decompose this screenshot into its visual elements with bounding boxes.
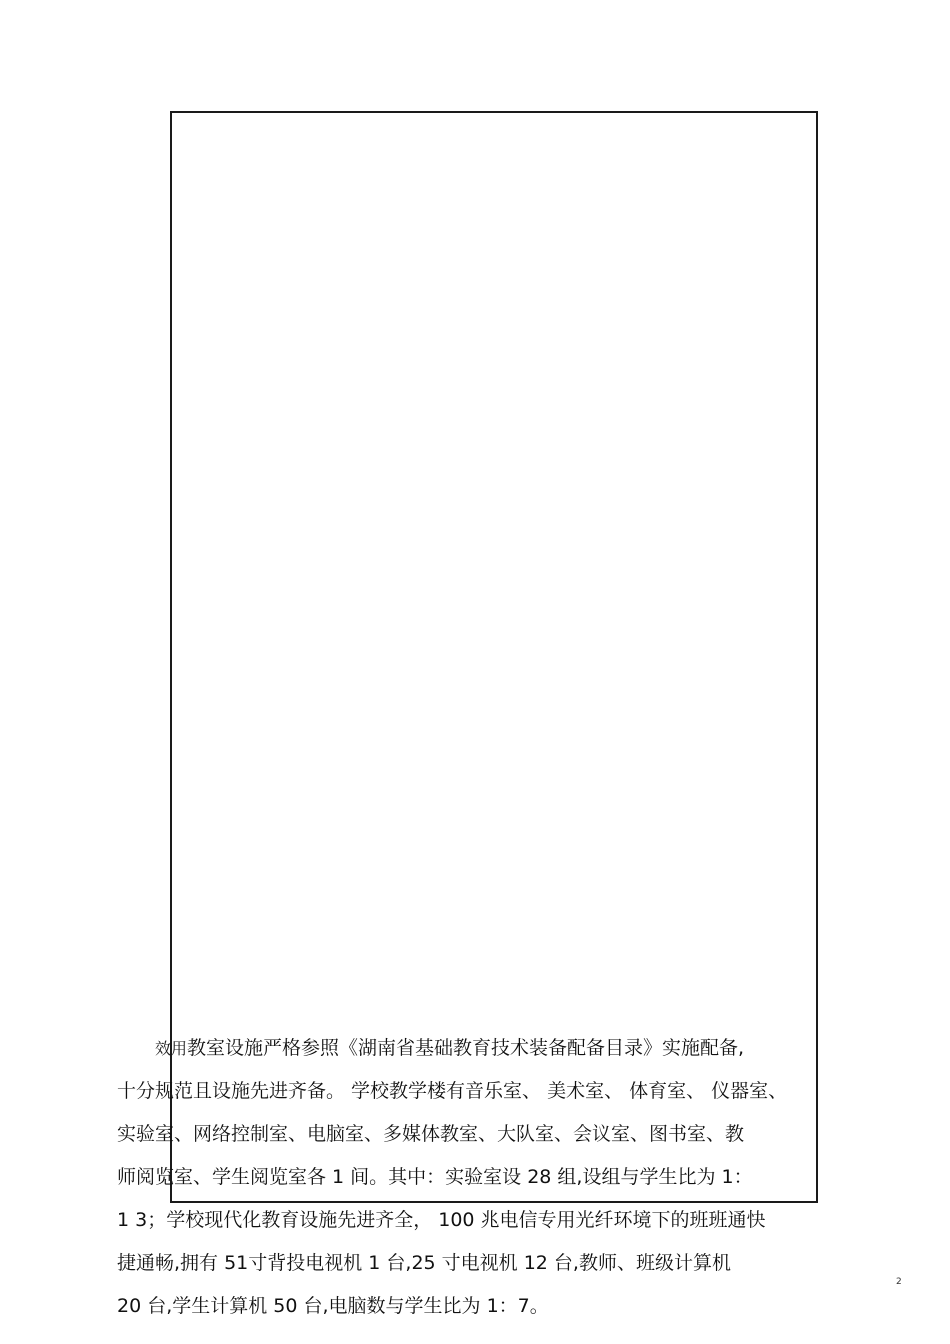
paragraph-line-7: 20 台,学生计算机 50 台,电脑数与学生比为 1：7。 [117, 1295, 549, 1317]
line-1-text: 教室设施严格参照《湖南省基础教育技术装备配备目录》实施配备, [187, 1037, 745, 1059]
page-number: 2 [896, 1277, 902, 1287]
lead-word: 效用 [155, 1039, 188, 1058]
paragraph-line-1 [155, 1027, 744, 1069]
paragraph-line-6: 捷通畅,拥有 51寸背投电视机 1 台,25 寸电视机 12 台,教师、班级计算机 [117, 1252, 731, 1274]
paragraph-line-2: 十分规范且设施先进齐备。 学校教学楼有音乐室、 美术室、 体育室、 仪器室、 [117, 1080, 788, 1102]
paragraph-line-5: 1 3；学校现代化教育设施先进齐全， 100 兆电信专用光纤环境下的班班通快 [117, 1209, 766, 1231]
paragraph-line-4: 师阅览室、学生阅览室各 1 间。其中：实验室设 28 组,设组与学生比为 1： [117, 1166, 753, 1188]
paragraph-line-3: 实验室、网络控制室、电脑室、多媒体教室、大队室、会议室、图书室、教 [117, 1123, 745, 1145]
